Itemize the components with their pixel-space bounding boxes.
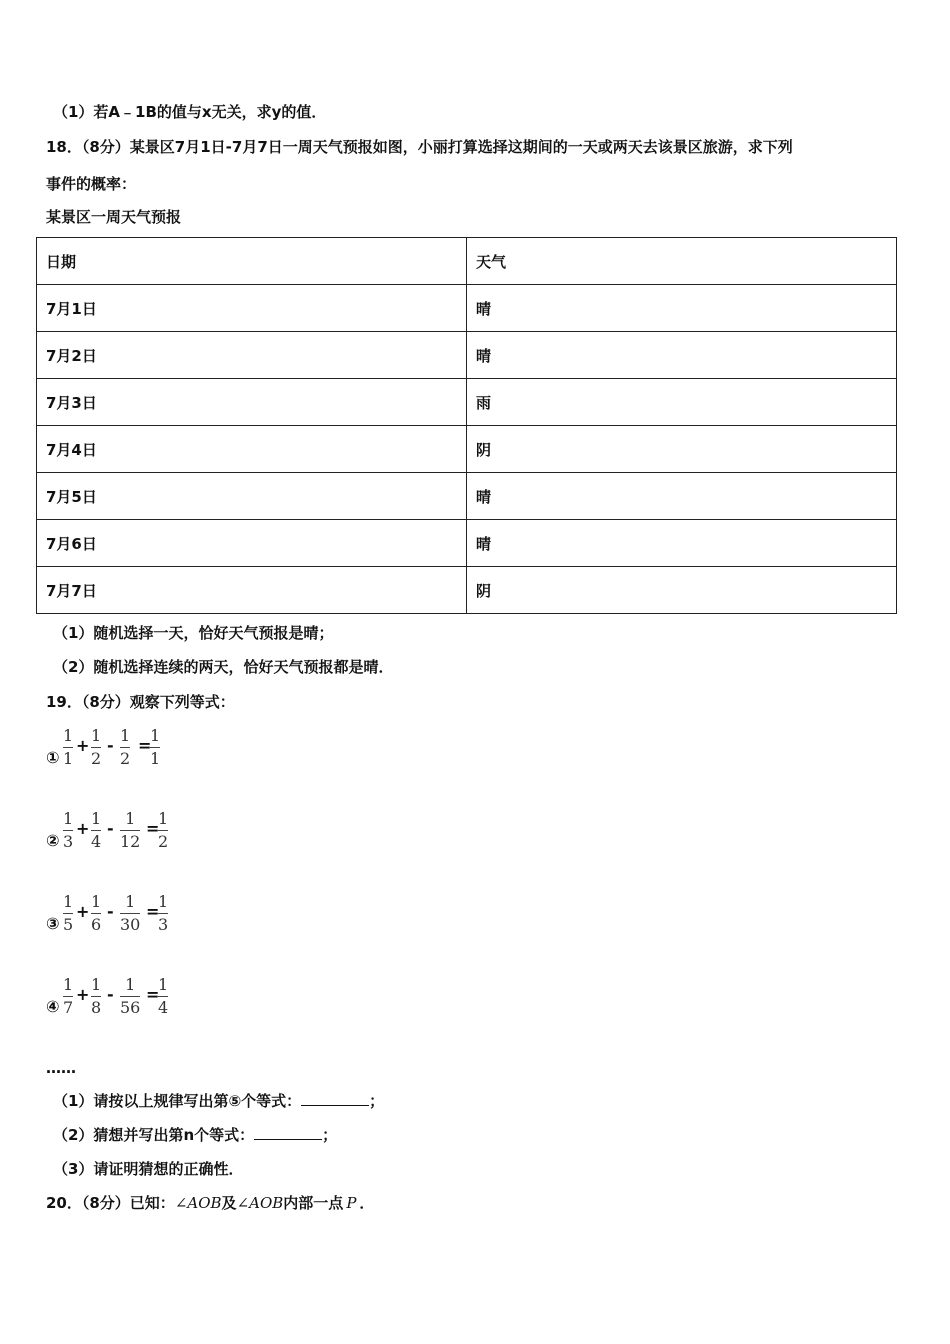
row-weather: 晴 bbox=[467, 332, 897, 379]
row-weather: 晴 bbox=[467, 473, 897, 520]
equals-sign: = bbox=[146, 819, 160, 838]
fraction: 1 4 bbox=[158, 975, 169, 1017]
fraction: 1 4 bbox=[91, 809, 102, 851]
fraction: 1 6 bbox=[91, 892, 102, 934]
fraction: 1 2 bbox=[120, 726, 131, 768]
q19-part1 bbox=[53, 1091, 384, 1111]
q20-line bbox=[46, 1193, 374, 1213]
q19-part2-text: （2）猜想并写出第n个等式： bbox=[53, 1126, 255, 1144]
fraction: 1 1 bbox=[63, 726, 74, 768]
q18-table-title: 某景区一周天气预报 bbox=[46, 208, 182, 226]
ellipsis: …… bbox=[46, 1059, 76, 1077]
row-date: 7月2日 bbox=[37, 332, 467, 379]
row-weather: 雨 bbox=[467, 379, 897, 426]
weather-table bbox=[36, 237, 897, 614]
row-date: 7月1日 bbox=[37, 285, 467, 332]
fraction: 1 1 bbox=[150, 726, 161, 768]
equals-sign: = bbox=[138, 736, 152, 755]
q19-part3: （3）请证明猜想的正确性． bbox=[53, 1160, 244, 1178]
fraction: 1 5 bbox=[63, 892, 74, 934]
fraction: 1 3 bbox=[63, 809, 74, 851]
plus-sign: + bbox=[76, 902, 90, 921]
fraction: 1 30 bbox=[120, 892, 141, 934]
q19-part1-end: ； bbox=[369, 1092, 385, 1110]
fraction: 1 12 bbox=[120, 809, 141, 851]
fraction: 1 56 bbox=[120, 975, 141, 1017]
row-date: 7月3日 bbox=[37, 379, 467, 426]
q18-part1: （1）随机选择一天，恰好天气预报是晴； bbox=[53, 624, 334, 642]
fraction: 1 2 bbox=[158, 809, 169, 851]
q20-prefix: 20．（8分）已知： bbox=[46, 1194, 175, 1212]
minus-sign: - bbox=[107, 736, 114, 755]
minus-sign: - bbox=[107, 902, 114, 921]
q19-part2 bbox=[53, 1125, 337, 1145]
fraction: 1 2 bbox=[91, 726, 102, 768]
table-row bbox=[37, 426, 897, 473]
plus-sign: + bbox=[76, 985, 90, 1004]
plus-sign: + bbox=[76, 819, 90, 838]
table-header-row bbox=[37, 238, 897, 285]
row-weather: 晴 bbox=[467, 520, 897, 567]
row-weather: 晴 bbox=[467, 285, 897, 332]
equals-sign: = bbox=[146, 985, 160, 1004]
answer-blank bbox=[301, 1091, 369, 1106]
q18-line1: 18．（8分）某景区7月1日-7月7日一周天气预报如图，小丽打算选择这期间的一天或两天去该景区旅游，求下列 bbox=[46, 138, 793, 156]
row-date: 7月4日 bbox=[37, 426, 467, 473]
header-weather: 天气 bbox=[467, 238, 897, 285]
equation-number: ③ bbox=[46, 914, 60, 933]
minus-sign: - bbox=[107, 819, 114, 838]
fraction: 1 8 bbox=[91, 975, 102, 1017]
answer-blank bbox=[254, 1125, 322, 1140]
angle-aob: ∠AOB bbox=[174, 1194, 222, 1212]
row-date: 7月7日 bbox=[37, 567, 467, 614]
table-row bbox=[37, 473, 897, 520]
q20-mid: 及 bbox=[221, 1194, 237, 1212]
fraction: 1 7 bbox=[63, 975, 74, 1017]
q19-title: 19．（8分）观察下列等式： bbox=[46, 693, 235, 711]
q20-mid2: 内部一点 bbox=[283, 1194, 344, 1212]
table-row bbox=[37, 379, 897, 426]
q20-end: ． bbox=[359, 1194, 375, 1212]
fraction: 1 3 bbox=[158, 892, 169, 934]
q18-line2: 事件的概率： bbox=[46, 175, 137, 193]
plus-sign: + bbox=[76, 736, 90, 755]
equation-number: ② bbox=[46, 831, 60, 850]
equation-number: ① bbox=[46, 748, 60, 767]
table-row bbox=[37, 520, 897, 567]
table-row bbox=[37, 285, 897, 332]
angle-aob-2: ∠AOB bbox=[236, 1194, 284, 1212]
equation-number: ④ bbox=[46, 997, 60, 1016]
q17-part1: （1）若A﹣1B的值与x无关，求y的值． bbox=[53, 103, 327, 121]
header-date: 日期 bbox=[37, 238, 467, 285]
table-row bbox=[37, 332, 897, 379]
point-p: P bbox=[346, 1194, 357, 1212]
row-date: 7月6日 bbox=[37, 520, 467, 567]
row-weather: 阴 bbox=[467, 426, 897, 473]
table-row bbox=[37, 567, 897, 614]
q18-part2: （2）随机选择连续的两天，恰好天气预报都是晴． bbox=[53, 658, 394, 676]
q19-part1-text: （1）请按以上规律写出第⑤个等式： bbox=[53, 1092, 302, 1110]
equals-sign: = bbox=[146, 902, 160, 921]
minus-sign: - bbox=[107, 985, 114, 1004]
row-date: 7月5日 bbox=[37, 473, 467, 520]
row-weather: 阴 bbox=[467, 567, 897, 614]
q19-part2-end: ； bbox=[322, 1126, 338, 1144]
